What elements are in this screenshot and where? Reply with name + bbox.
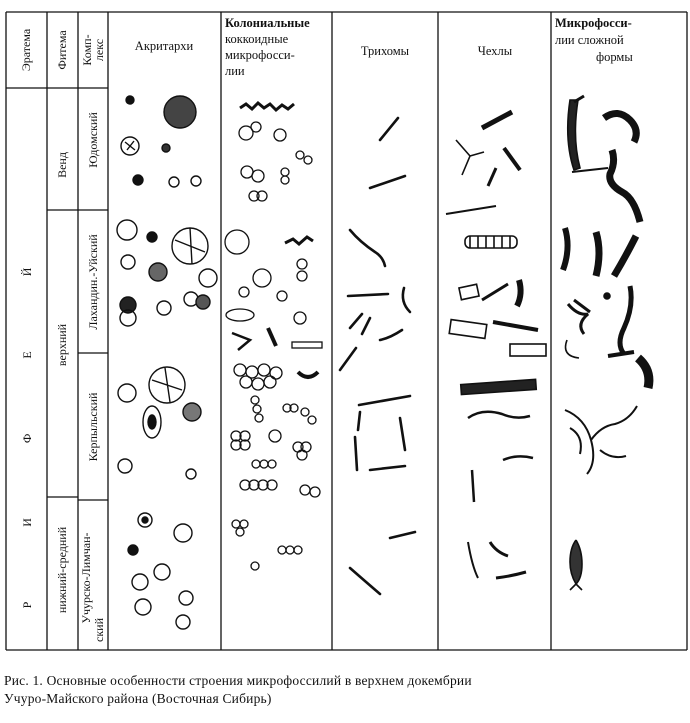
complex-lakhandin: Лахандин.-Уйский xyxy=(86,234,100,330)
header-colonial-line2: коккоидные xyxy=(225,32,289,46)
header-sheaths: Чехлы xyxy=(477,44,513,58)
fitema-vend: Венд xyxy=(55,152,69,178)
sheath-drawings xyxy=(446,112,546,578)
kompleks-header-line2: лекс xyxy=(92,38,106,62)
complex-uchur-line1: Учурско-Лимчан- xyxy=(79,532,93,624)
complex-kerpylsky: Керпыльский xyxy=(86,392,100,462)
header-trichomes: Трихомы xyxy=(360,44,410,58)
header-acritarchs: Акритархи xyxy=(134,39,194,53)
caption-line-1: Рис. 1. Основные особенности строения микрофоссилий в верхнем докембрии xyxy=(4,673,472,688)
trichome-drawings xyxy=(340,118,415,594)
header-complex-line3: формы xyxy=(596,50,633,64)
header-complex-line2: лии сложной xyxy=(555,33,624,47)
header-colonial-line3: микрофосси- xyxy=(225,48,295,62)
colonial-coccoid-drawings xyxy=(225,103,322,570)
header-colonial-line4: лии xyxy=(225,64,245,78)
eratema-label: Р И Ф Е Й xyxy=(20,231,34,609)
acritarch-drawings xyxy=(117,96,217,629)
header-complex-line1: Микрофосси- xyxy=(555,16,632,30)
grid-lines xyxy=(6,12,687,650)
header-colonial-line1: Колониальные xyxy=(225,16,310,30)
figure-caption xyxy=(4,672,686,708)
complex-uchur-line2: ский xyxy=(92,618,106,642)
kompleks-header-line1: Комп- xyxy=(80,34,94,66)
complex-yudomsky: Юдомский xyxy=(86,112,100,168)
fitema-header: Фитема xyxy=(55,30,69,70)
caption-line-2: Учуро-Майского района (Восточная Сибирь) xyxy=(4,691,272,706)
complex-form-drawings xyxy=(563,96,649,590)
fitema-lower-middle: нижний-средний xyxy=(55,526,69,614)
fitema-upper: верхний xyxy=(55,323,69,367)
eratema-header: Эратема xyxy=(19,28,33,72)
